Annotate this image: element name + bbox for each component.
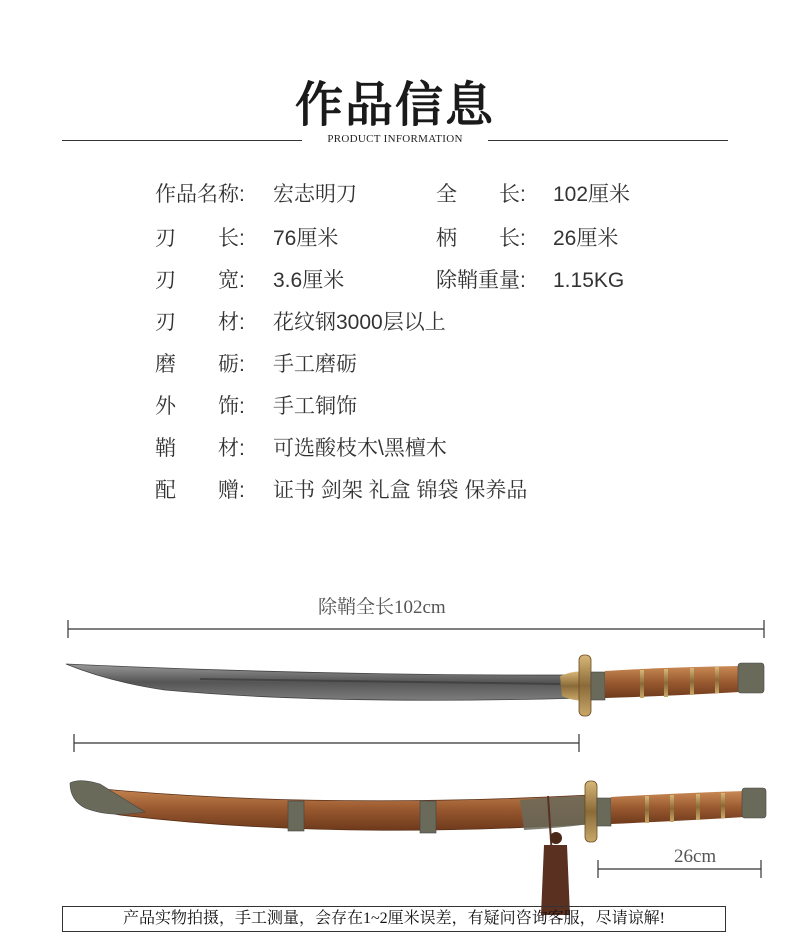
overall-length-dimension-line — [68, 620, 764, 638]
spec-value-blade-material: 花纹钢3000层以上 — [273, 311, 446, 334]
spec-label-handle-length: 柄 长: — [436, 227, 526, 250]
page-subtitle: PRODUCT INFORMATION — [327, 133, 463, 145]
spec-label-fittings: 外 饰: — [155, 395, 245, 418]
spec-label-grinding: 磨 砺: — [155, 353, 245, 376]
sheathed-sword — [70, 781, 766, 915]
spec-value-blade-width: 3.6厘米 — [273, 269, 345, 292]
blade-length-dimension-line — [74, 734, 579, 752]
spec-value-fittings: 手工铜饰 — [273, 395, 357, 418]
spec-label-scabbard: 鞘 材: — [155, 437, 245, 460]
unsheathed-sword — [66, 655, 764, 716]
spec-value-blade-length: 76厘米 — [273, 227, 339, 250]
spec-value-weight: 1.15KG — [553, 269, 625, 292]
disclaimer-box: 产品实物拍摄，手工测量，会存在1~2厘米误差，有疑问咨询客服，尽请谅解! — [62, 906, 726, 932]
spec-value-grinding: 手工磨砺 — [273, 353, 357, 376]
spec-value-accessories: 证书 剑架 礼盒 锦袋 保养品 — [273, 479, 528, 502]
spec-label-accessories: 配 赠: — [155, 479, 245, 502]
overall-length-label: 除鞘全长102cm — [318, 597, 446, 618]
spec-label-blade-length: 刃 长: — [155, 227, 245, 250]
spec-label-name: 作品名称: — [155, 183, 245, 206]
spec-label-total-length: 全 长: — [436, 183, 526, 206]
spec-value-scabbard: 可选酸枝木\黑檀木 — [273, 437, 447, 460]
spec-label-weight: 除鞘重量: — [436, 269, 526, 292]
page-title: 作品信息 — [294, 79, 495, 132]
spec-value-handle-length: 26厘米 — [553, 227, 619, 250]
spec-value-name: 宏志明刀 — [273, 183, 357, 206]
spec-label-blade-width: 刃 宽: — [155, 269, 245, 292]
handle-length-label: 26cm — [674, 846, 717, 867]
spec-value-total-length: 102厘米 — [553, 183, 631, 206]
spec-label-blade-material: 刃 材: — [155, 311, 245, 334]
